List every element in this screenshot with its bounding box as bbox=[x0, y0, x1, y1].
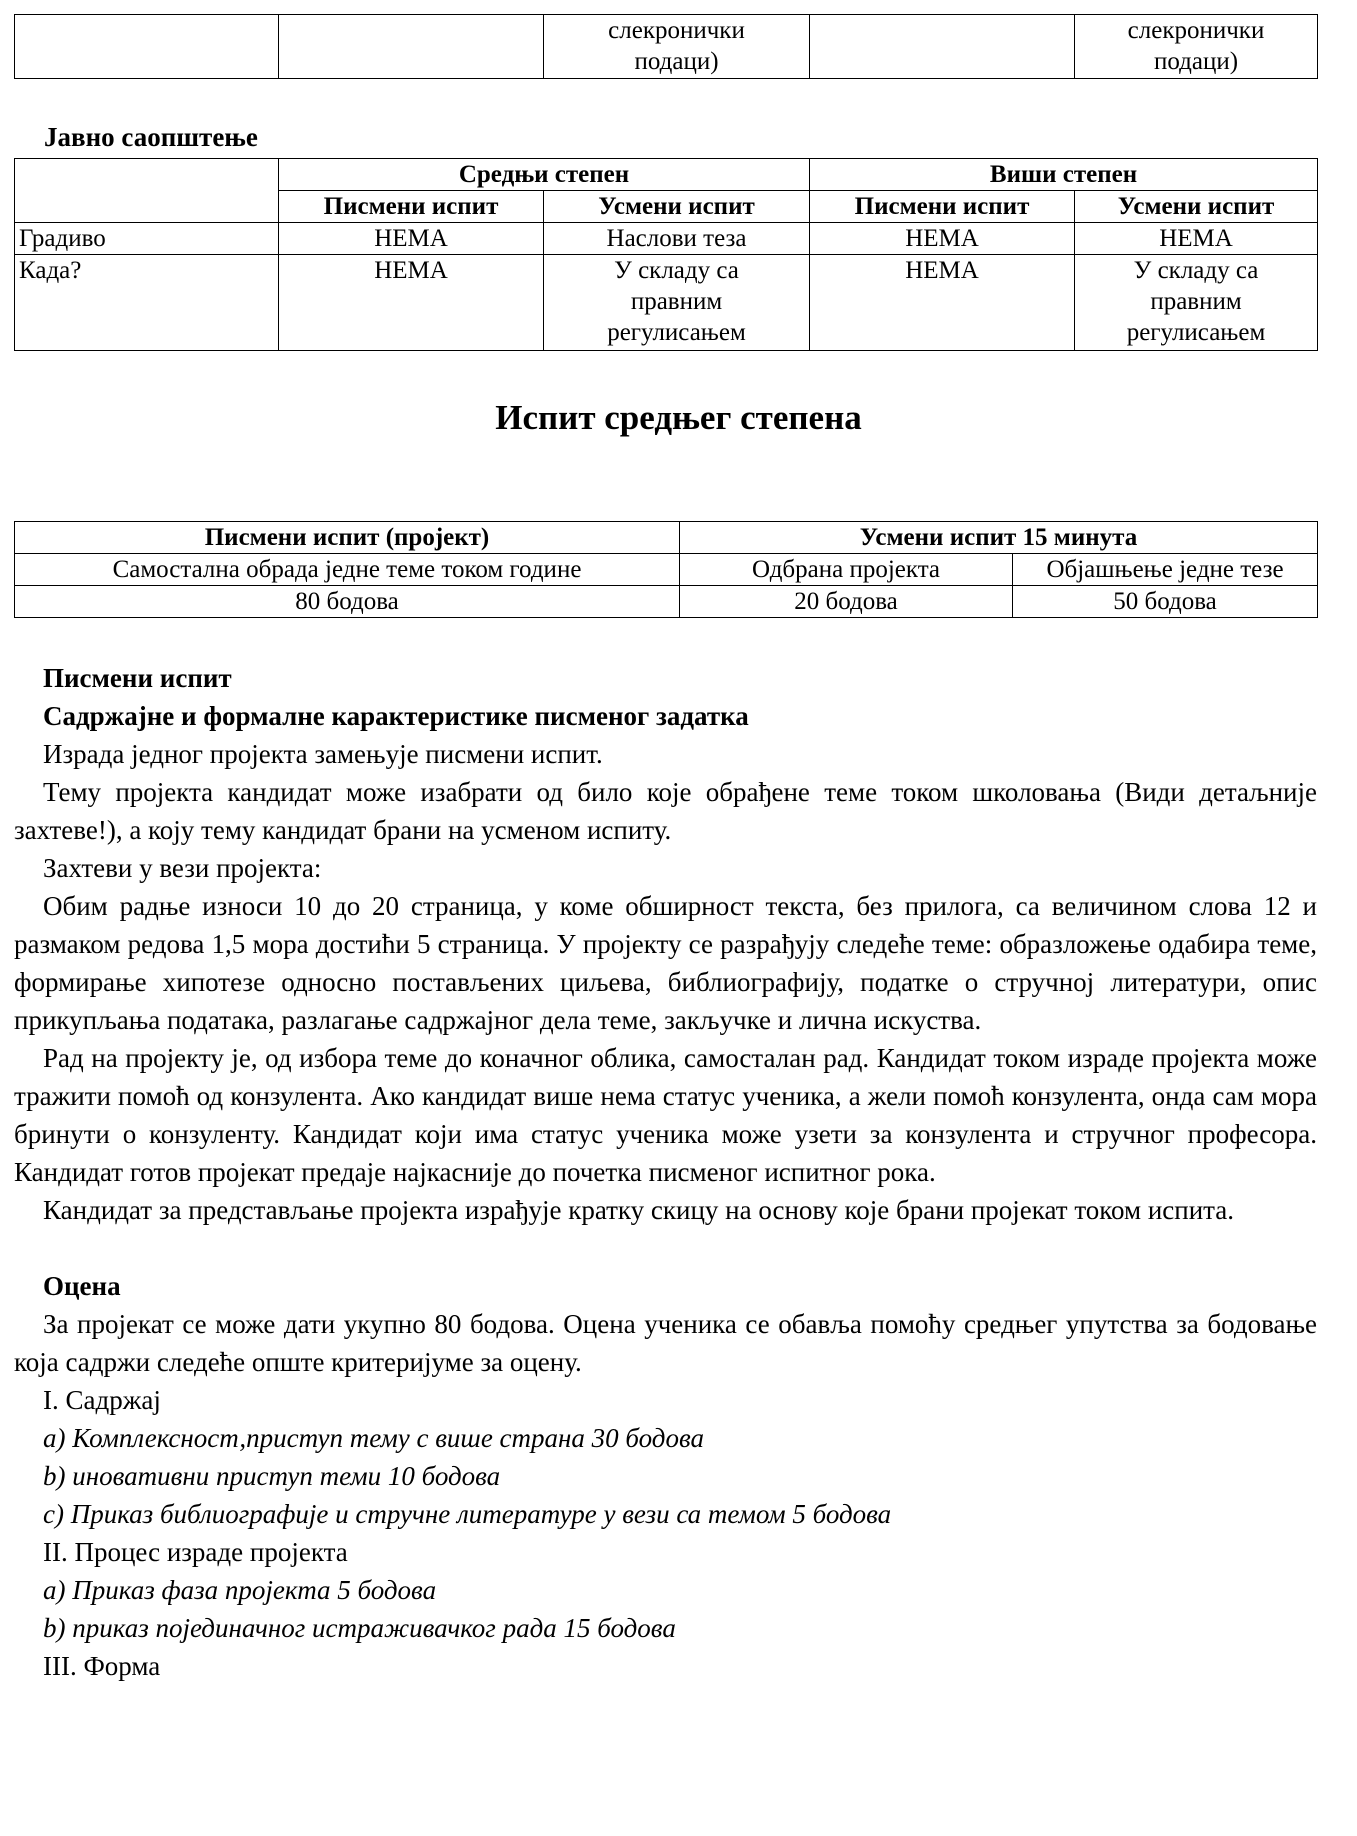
body-text bbox=[14, 659, 1317, 1685]
row-label: Градиво bbox=[15, 223, 279, 255]
paragraph: Рад на пројекту је, од избора теме до коначног облика, самосталан рад. Кандидат током израде пројекта може тражити помоћ од конзулента. Ако кандидат више нема статус ученика, а жели помоћ конзулента, онда сам мора бринути о конзуленту. Кандидат који има статус ученика може узети за конзулента и стручног професора. Кандидат готов пројекат предаје најкасније до почетка писменог испитног рока. bbox=[14, 1043, 1317, 1187]
list-item: III. Форма bbox=[43, 1651, 161, 1681]
page-title: Испит средњег степена bbox=[495, 398, 862, 437]
group-header-visi: Виши степен bbox=[810, 159, 1318, 191]
list-item: b) приказ појединачног истраживачког рада 15 бодова bbox=[43, 1613, 676, 1643]
table-cell: НЕМА bbox=[810, 223, 1075, 255]
list-item: b) иновативни приступ теми 10 бодова bbox=[43, 1461, 501, 1491]
group-header-srednji: Средњи степен bbox=[279, 159, 810, 191]
table-cell: НЕМА bbox=[810, 255, 1075, 351]
section-heading: Садржајне и формалне карактеристике писменог задатка bbox=[43, 701, 749, 731]
javno-saopstenje-title: Јавно саопштење bbox=[44, 122, 258, 152]
table-cell bbox=[810, 15, 1075, 79]
table-cell: 20 бодова bbox=[680, 586, 1013, 618]
section-heading: Писмени испит bbox=[43, 663, 232, 693]
paragraph: Кандидат за представљање пројекта израђује кратку скицу на основу које брани пројекат током испита. bbox=[43, 1195, 1235, 1225]
table-row bbox=[15, 223, 1318, 255]
paragraph: Тему пројекта кандидат може изабрати од било које обрађене теме током школовања (Види детаљније захтеве!), а коју тему кандидат брани на усменом испиту. bbox=[14, 777, 1317, 845]
table-cell: Одбрана пројекта bbox=[680, 554, 1013, 586]
table-cell: слекронички подаци) bbox=[544, 15, 810, 79]
javno-table bbox=[14, 158, 1318, 351]
table-cell bbox=[15, 15, 279, 79]
paragraph: За пројекат се може дати укупно 80 бодова. Оцена ученика се обавља помоћу средњег упутства за бодовање која садржи следеће опште критеријуме за оцену. bbox=[14, 1309, 1317, 1377]
exam-header-written: Писмени испит (пројект) bbox=[15, 522, 680, 554]
list-item: a) Комплексност,приступ тему с више страна 30 бодова bbox=[43, 1423, 704, 1453]
table-cell: Објашњење једне тезе bbox=[1013, 554, 1318, 586]
list-item: II. Процес израде пројекта bbox=[43, 1537, 348, 1567]
table-cell: Наслови теза bbox=[544, 223, 810, 255]
paragraph: Обим радње износи 10 до 20 страница, у коме обширност текста, без прилога, са величином слова 12 и размаком редова 1,5 мора достићи 5 страница. У пројекту се разрађују следеће теме: образложење одабира теме, формирање хипотезе односно постављених циљева, библиографију, податке о стручној литератури, опис прикупљања података, разлагање садржајног дела теме, закључке и лична искуства. bbox=[14, 891, 1317, 1035]
table-cell bbox=[279, 15, 544, 79]
exam-header-oral: Усмени испит 15 минута bbox=[680, 522, 1318, 554]
sub-header: Усмени испит bbox=[544, 191, 810, 223]
sub-header: Писмени испит bbox=[279, 191, 544, 223]
table-row bbox=[15, 159, 1318, 191]
paragraph: Израда једног пројекта замењује писмени испит. bbox=[43, 739, 603, 769]
sub-header: Писмени испит bbox=[810, 191, 1075, 223]
table-row bbox=[15, 255, 1318, 351]
table-row bbox=[15, 15, 1318, 79]
table-cell: 50 бодова bbox=[1013, 586, 1318, 618]
table-row bbox=[15, 522, 1318, 554]
top-table bbox=[14, 14, 1318, 79]
list-item: I. Садржај bbox=[43, 1385, 161, 1415]
list-item: c) Приказ библиографије и стручне литературе у вези са темом 5 бодова bbox=[43, 1499, 892, 1529]
section-heading: Оцена bbox=[43, 1271, 121, 1301]
table-cell: Самостална обрада једне теме током године bbox=[15, 554, 680, 586]
sub-header: Усмени испит bbox=[1075, 191, 1318, 223]
table-cell: НЕМА bbox=[279, 223, 544, 255]
exam-table bbox=[14, 521, 1318, 618]
table-row bbox=[15, 554, 1318, 586]
list-item: a) Приказ фаза пројекта 5 бодова bbox=[43, 1575, 437, 1605]
table-cell: НЕМА bbox=[279, 255, 544, 351]
row-label: Када? bbox=[15, 255, 279, 351]
table-row bbox=[15, 586, 1318, 618]
table-cell: У складу са правним регулисањем bbox=[544, 255, 810, 351]
table-cell: НЕМА bbox=[1075, 223, 1318, 255]
paragraph: Захтеви у вези пројекта: bbox=[43, 853, 322, 883]
table-cell: У складу са правним регулисањем bbox=[1075, 255, 1318, 351]
table-cell: слекронички подаци) bbox=[1075, 15, 1318, 79]
table-cell: 80 бодова bbox=[15, 586, 680, 618]
table-cell bbox=[15, 159, 279, 223]
spacer bbox=[14, 1229, 1317, 1267]
